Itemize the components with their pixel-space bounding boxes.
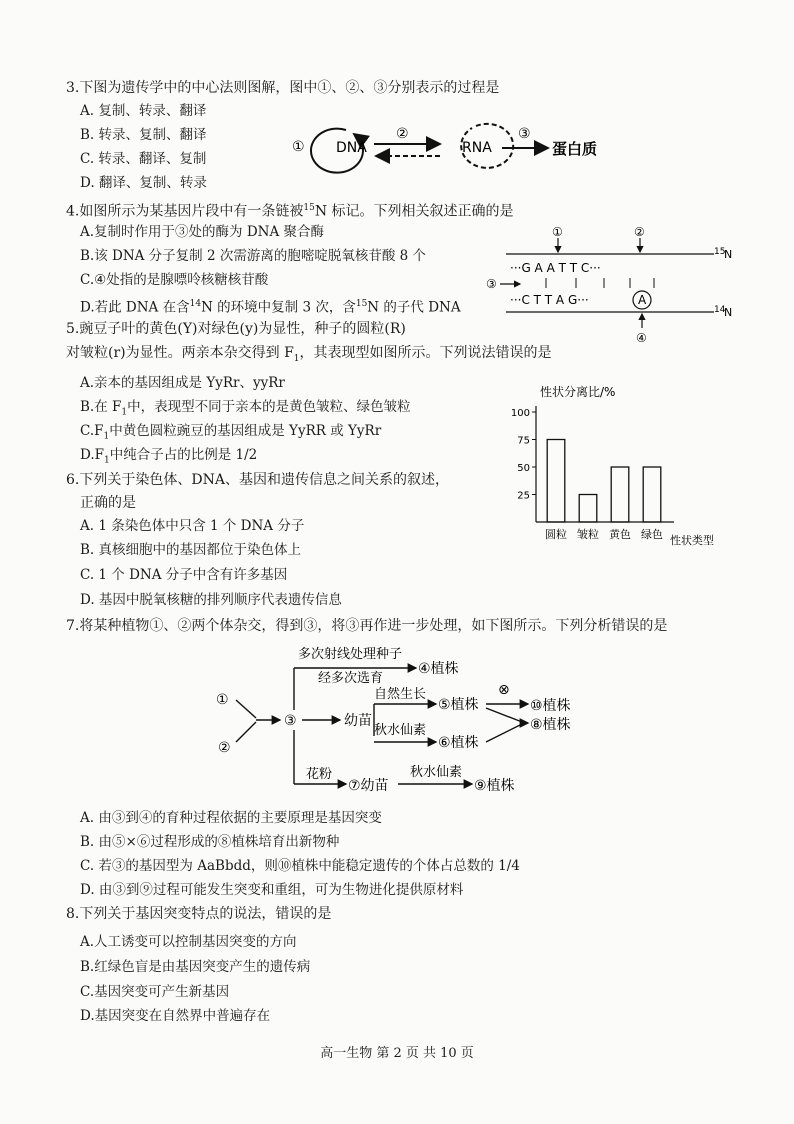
- chart-y-tick-label: 75: [517, 435, 530, 447]
- process-2-label: ②: [396, 126, 409, 142]
- q4-stem: 4.如图所示为某基因片段中有一条链被$^{15}$N 标记。下列相关叙述正确的是: [66, 203, 514, 220]
- q5-option-c: $C.F_1$中黄色圆粒豌豆的基因组成是 YyRR 或 YyRr: [80, 423, 382, 442]
- plant-10: ⑩植株: [530, 698, 571, 714]
- q6-stem-line2: 正确的是: [80, 495, 136, 511]
- q6-stem-line1: 6.下列关于染色体、DNA、基因和遗传信息之间关系的叙述，: [66, 472, 449, 488]
- breeding-process-diagram: [210, 642, 610, 808]
- q7-option-d: D. 由③到⑨过程可能发生突变和重组，可为生物进化提供原材料: [80, 882, 464, 898]
- bottom-strand-bases: ···C T T A G···: [510, 293, 589, 307]
- natural-growth-label: 自然生长: [374, 687, 427, 702]
- q8-option-b: B.红绿色盲是由基因突变产生的遗传病: [80, 959, 311, 975]
- protein-label: 蛋白质: [552, 140, 598, 158]
- q7-option-b: B. 由⑤×⑥过程形成的⑧植株培育出新物种: [80, 834, 340, 850]
- plant-9: ⑨植株: [474, 778, 515, 794]
- plant-8: ⑧植株: [530, 717, 571, 733]
- q3-option-d: D. 翻译、复制、转录: [80, 175, 207, 191]
- plant-5: ⑤植株: [438, 697, 479, 713]
- q6-option-a: A. 1 条染色体中只含 1 个 DNA 分子: [80, 518, 305, 534]
- chart-y-tick-label: 50: [517, 463, 530, 474]
- chart-bar: [611, 467, 629, 522]
- q7-stem: 7.将某种植物①、②两个体杂交，得到③，将③再作进一步处理，如下图所示。下列分析错误的是: [66, 618, 668, 634]
- parent-2: ②: [218, 740, 231, 756]
- q3-option-c: C. 转录、翻译、复制: [80, 151, 207, 167]
- chart-bar: [579, 495, 597, 523]
- q7-option-a: A. 由③到④的育种过程依据的主要原理是基因突变: [80, 810, 382, 826]
- chart-y-tick-label: 25: [517, 490, 530, 502]
- plant-6: ⑥植株: [438, 735, 479, 751]
- q8-option-c: C.基因突变可产生新基因: [80, 984, 230, 1000]
- q8-stem: 8.下列关于基因突变特点的说法，错误的是: [66, 906, 332, 922]
- q4-option-c: C.④处指的是腺嘌呤核糖核苷酸: [80, 272, 269, 288]
- trait-ratio-bar-chart: [500, 382, 740, 552]
- top-label-sup: 15: [714, 247, 726, 257]
- self-cross-icon: ⊗: [498, 682, 510, 698]
- marker-3: ③: [486, 277, 497, 291]
- chart-xlabel: 性状类型: [670, 534, 714, 547]
- bottom-label-sup: 14: [714, 305, 726, 315]
- q5-option-b: B.在 $F_1$中，表现型不同于亲本的是黄色皱粒、绿色皱粒: [80, 399, 411, 418]
- circled-base: A: [638, 293, 647, 307]
- q3-stem: 3.下图为遗传学中的中心法则图解，图中①、②、③分别表示的过程是: [66, 80, 500, 96]
- process-3-label: ③: [518, 126, 531, 142]
- q5-option-a: A.亲本的基因组成是 YyRr、yyRr: [80, 375, 285, 391]
- q5-option-d: $D.F_1$中纯合子占的比例是 1/2: [80, 447, 258, 466]
- chart-bar: [547, 440, 565, 523]
- q6-option-b: B. 真核细胞中的基因都位于染色体上: [80, 542, 302, 558]
- marker-2: ②: [634, 225, 645, 239]
- q3-option-b: B. 转录、复制、翻译: [80, 127, 207, 143]
- bottom-strand-label: N: [724, 306, 733, 319]
- top-strand-label: N: [724, 248, 733, 261]
- chart-category-label: 圆粒: [545, 528, 567, 541]
- chart-category-label: 皱粒: [577, 528, 599, 541]
- q7-option-c: C. 若③的基因型为 AaBbdd，则⑩植株中能稳定遗传的个体占总数的 1/4: [80, 858, 520, 874]
- q5-stem-line1: 5.豌豆子叶的黄色(Y)对绿色(y)为显性，种子的圆粒(R): [66, 321, 406, 337]
- colchicine-2-label: 秋水仙素: [410, 765, 463, 780]
- page-footer: 高一生物 第 2 页 共 10 页: [320, 1046, 474, 1061]
- chart-category-label: 黄色: [609, 528, 631, 541]
- q6-option-d: D. 基因中脱氧核糖的排列顺序代表遗传信息: [80, 592, 342, 608]
- parent-1: ①: [216, 692, 229, 708]
- pollen-label: 花粉: [306, 767, 333, 782]
- hybrid-3: ③: [284, 713, 297, 729]
- chart-category-label: 绿色: [641, 528, 663, 541]
- colchicine-label: 秋水仙素: [374, 723, 427, 738]
- q4-option-b: B.该 DNA 分子复制 2 次需游离的胞嘧啶脱氧核苷酸 8 个: [80, 248, 427, 264]
- q6-option-c: C. 1 个 DNA 分子中含有许多基因: [80, 567, 288, 583]
- process-1-label: ①: [292, 139, 305, 155]
- q3-option-a: A. 复制、转录、翻译: [80, 103, 207, 119]
- chart-y-tick-label: 100: [510, 408, 530, 419]
- selection-label: 经多次选育: [318, 671, 384, 686]
- radiation-label: 多次射线处理种子: [298, 647, 403, 662]
- seedling-label: 幼苗: [344, 713, 372, 729]
- plant-4: ④植株: [418, 661, 459, 677]
- q8-option-d: D.基因突变在自然界中普遍存在: [80, 1008, 271, 1024]
- q5-stem-line2: 对皱粒(r)为显性。两亲本杂交得到 $F_1$，其表现型如图所示。下列说法错误的是: [66, 345, 552, 364]
- chart-bar: [643, 467, 661, 522]
- q8-option-a: A.人工诱变可以控制基因突变的方向: [80, 934, 297, 950]
- rna-label: RNA: [462, 140, 492, 156]
- q4-option-d: D.若此 DNA 在含$^{14}$N 的环境中复制 3 次，含$^{15}$N 的子代 DNA: [80, 299, 461, 316]
- marker-4: ④: [636, 331, 647, 344]
- marker-1: ①: [552, 225, 563, 239]
- top-strand-bases: ···G A A T T C···: [510, 261, 601, 275]
- q4-option-a: A.复制时作用于③处的酶为 DNA 聚合酶: [80, 224, 325, 240]
- dna-fragment-diagram: [486, 220, 742, 344]
- seedling-7: ⑦幼苗: [348, 778, 389, 794]
- dna-label: DNA: [336, 140, 367, 156]
- chart-ylabel: 性状分离比/%: [540, 385, 616, 399]
- central-dogma-diagram: [288, 116, 628, 178]
